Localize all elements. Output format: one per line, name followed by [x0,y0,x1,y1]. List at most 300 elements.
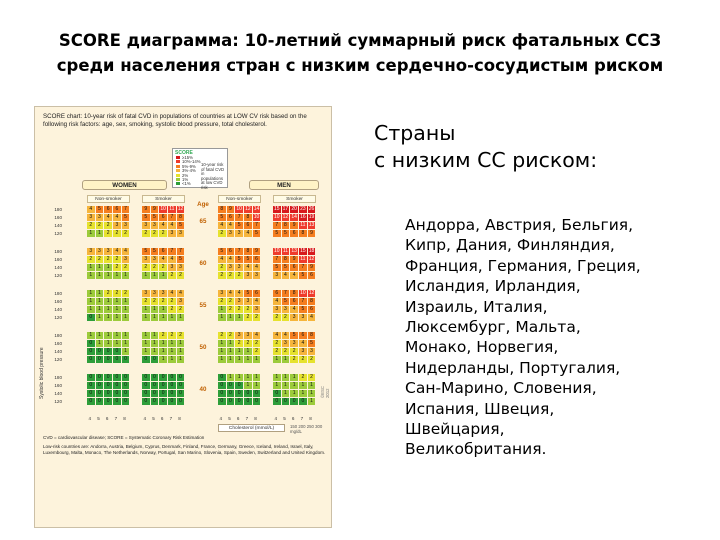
risk-cell: 8 [308,298,316,305]
risk-cell: 4 [168,290,176,297]
risk-cell: 1 [142,272,150,279]
risk-cell: 4 [104,214,112,221]
risk-cell: 1 [96,264,104,271]
risk-cell: 3 [308,348,316,355]
risk-cell: 7 [235,214,243,221]
risk-cell: 4 [168,256,176,263]
risk-cell: 2 [159,230,167,237]
risk-cell: 3 [142,290,150,297]
risk-cell: 4 [113,214,121,221]
risk-cell: 1 [168,340,176,347]
risk-cell: 3 [122,222,130,229]
risk-cell: 12 [308,290,315,296]
legend-label: ≥15% [182,155,193,160]
risk-cell: 3 [177,230,185,237]
country-list-line: Израиль, Италия, [405,297,548,316]
risk-cell: 0 [177,382,185,389]
risk-cell: 1 [218,340,226,347]
countries-heading [374,120,597,174]
risk-cell: 1 [290,390,298,397]
risk-cell: 0 [122,382,130,389]
risk-cell: 7 [122,206,130,213]
risk-cell: 2 [218,298,226,305]
sbp-tick-label: 120 [54,356,62,362]
risk-cell: 3 [227,264,235,271]
risk-cell: 5 [244,256,252,263]
risk-cell: 0 [168,382,176,389]
risk-cell: 0 [177,374,185,381]
risk-cell: 0 [104,348,112,355]
risk-cell: 0 [151,374,159,381]
risk-cell: 1 [290,374,298,381]
risk-cell: 1 [227,348,235,355]
risk-cell: 4 [253,264,261,271]
risk-cell: 0 [235,390,243,397]
cholesterol-tick-label: 8 [178,416,181,421]
risk-cell: 2 [177,332,185,339]
legend-title: SCORE [175,150,193,156]
risk-cell: 2 [113,264,121,271]
risk-cell: 2 [113,256,121,263]
risk-cell: 1 [282,382,290,389]
risk-cell: 9 [308,230,316,237]
age-band-label: 40 [199,386,207,393]
risk-cell: 5 [218,214,226,221]
risk-cell: 0 [159,390,167,397]
risk-cell: 2 [104,256,112,263]
risk-cell: 1 [235,374,243,381]
risk-cell: 0 [290,398,298,405]
risk-cell: 1 [87,298,95,305]
risk-cell: 6 [159,214,167,221]
slide-title-line2: среди населения стран с низким сердечно-сосудистым риском [56,56,664,75]
risk-cell: 4 [168,222,176,229]
legend-swatch [176,160,180,163]
risk-cell: 1 [244,348,252,355]
sbp-tick-label: 180 [54,248,62,254]
risk-cell: 1 [253,356,261,363]
risk-cell: 3 [168,230,176,237]
risk-cell: 4 [253,332,261,339]
risk-cell: 0 [151,390,159,397]
risk-cell: 2 [218,264,226,271]
risk-cell: 8 [308,332,316,339]
risk-cell: 0 [218,398,226,405]
risk-cell: 1 [151,306,159,313]
risk-cell: 1 [104,340,112,347]
risk-cell: 0 [151,382,159,389]
risk-cell: 0 [113,390,121,397]
cholesterol-tick-label: 7 [300,416,304,421]
risk-cell: 1 [122,332,130,339]
risk-cell: 1 [282,390,290,397]
risk-cell: 0 [96,374,104,381]
risk-cell: 0 [159,382,167,389]
risk-cell: 8 [244,248,252,255]
risk-cell: 2 [299,374,307,381]
cholesterol-tick-label: 6 [160,416,164,421]
risk-cell: 3 [244,272,252,279]
risk-cell: 1 [168,356,176,363]
risk-cell: 1 [113,314,121,321]
risk-cell: 3 [282,306,290,313]
cholesterol-tick-label: 4 [88,416,92,421]
risk-cell: 1 [122,348,130,355]
risk-cell: 3 [290,314,298,321]
risk-cell: 0 [87,374,95,381]
risk-cell: 2 [282,314,290,321]
cholesterol-tick-label: 8 [309,416,312,421]
risk-cell: 12 [177,206,184,212]
risk-cell: 0 [87,398,95,405]
risk-cell: 9 [290,222,298,229]
risk-cell: 3 [218,290,226,297]
risk-cell: 3 [87,214,95,221]
risk-cell: 6 [113,206,121,213]
risk-cell: 0 [142,382,150,389]
risk-cell: 14 [253,206,260,212]
risk-cell: 1 [142,332,150,339]
cholesterol-tick-label: 5 [97,416,100,421]
age-band-label: 60 [199,260,207,267]
risk-cell: 9 [308,264,316,271]
risk-cell: 0 [142,398,150,405]
risk-cell: 11 [300,256,306,263]
risk-cell: 0 [96,348,104,355]
risk-cell: 1 [244,374,252,381]
risk-cell: 13 [308,222,315,229]
risk-cell: 3 [96,214,104,221]
risk-cell: 1 [104,306,112,313]
risk-cell: 0 [104,374,112,381]
risk-cell: 19 [308,214,315,221]
risk-cell: 5 [282,230,290,237]
country-list-line: Франция, Германия, Греция, [405,256,641,275]
risk-cell: 2 [227,298,235,305]
risk-cell: 1 [87,272,95,279]
legend-swatch [176,174,180,177]
risk-cell: 2 [290,348,298,355]
risk-cell: 1 [122,298,130,305]
risk-cell: 0 [104,382,112,389]
legend-label: 2% [182,172,189,178]
risk-cell: 0 [104,398,112,405]
risk-cell: 6 [308,306,316,313]
risk-cell: 6 [290,264,298,271]
risk-cell: 0 [87,340,95,347]
risk-cell: 2 [253,340,261,347]
risk-cell: 2 [227,332,235,339]
risk-cell: 0 [142,390,150,397]
risk-cell: 0 [151,356,159,363]
risk-cell: 1 [177,340,185,347]
risk-cell: 0 [122,390,130,397]
risk-cell: 2 [168,298,176,305]
risk-cell: 2 [122,290,130,297]
women-smoker-label: Smoker [142,195,185,203]
risk-cell: 5 [142,248,150,255]
risk-cell: 2 [113,230,121,237]
risk-cell: 5 [290,332,298,339]
sbp-axis-label: Systolic blood pressure [39,347,45,399]
risk-cell: 1 [168,314,176,321]
risk-cell: 2 [273,348,281,355]
risk-cell: 3 [253,306,261,313]
risk-cell: 1 [159,272,167,279]
risk-cell: 3 [159,290,167,297]
cholesterol-tick-label: 6 [105,416,109,421]
risk-cell: 1 [151,332,159,339]
risk-cell: 2 [159,264,167,271]
country-list-line: Сан-Марино, Словения, [405,379,597,398]
legend-swatch [176,156,180,159]
risk-cell: 1 [142,340,150,347]
sbp-tick-label: 120 [54,398,62,404]
risk-cell: 5 [177,222,185,229]
risk-cell: 1 [151,272,159,279]
risk-cell: 8 [290,290,298,297]
slide-title-line1: SCORE диаграмма: 10-летний суммарный риск фатальных ССЗ [58,31,662,50]
cholesterol-tick-label: 6 [291,416,295,421]
risk-cell: 5 [218,248,226,255]
cholesterol-tick-label: 7 [114,416,118,421]
risk-cell: 1 [273,374,281,381]
risk-cell: 3 [227,230,235,237]
risk-cell: 2 [142,298,150,305]
risk-cell: 4 [227,290,235,297]
risk-cell: 1 [151,340,159,347]
men-smoker-label: Smoker [273,195,316,203]
risk-cell: 2 [142,230,150,237]
risk-cell: 1 [122,272,130,279]
risk-cell: 0 [235,382,243,389]
cholesterol-tick-label: 4 [143,416,147,421]
risk-cell: 2 [218,272,226,279]
risk-cell: 2 [218,230,226,237]
risk-cell: 6 [227,248,235,255]
risk-cell: 3 [235,264,243,271]
cholesterol-tick-label: 5 [283,416,286,421]
risk-cell: 3 [122,256,130,263]
risk-cell: 7 [168,248,176,255]
risk-cell: 3 [235,332,243,339]
risk-cell: 1 [299,390,307,397]
risk-cell: 3 [142,256,150,263]
legend-label: 3%-4% [182,168,196,174]
risk-cell: 1 [87,230,95,237]
risk-cell: 1 [308,382,316,389]
sbp-tick-label: 120 [54,230,62,236]
risk-cell: 1 [113,332,121,339]
risk-cell: 0 [218,382,226,389]
risk-cell: 3 [96,248,104,255]
risk-cell: 8 [177,214,185,221]
risk-cell: 1 [87,332,95,339]
men-non-smoker-label: Non-smoker [218,195,261,203]
risk-cell: 5 [253,230,261,237]
women-header: WOMEN [82,180,167,190]
risk-cell: 10 [273,248,280,254]
risk-cell: 0 [227,398,235,405]
risk-cell: 1 [142,306,150,313]
risk-cell: 3 [235,230,243,237]
risk-cell: 17 [282,206,289,212]
risk-cell: 1 [235,314,243,321]
risk-cell: 1 [113,272,121,279]
risk-cell: 7 [282,290,290,297]
risk-cell: 0 [87,356,95,363]
risk-cell: 8 [244,214,252,221]
risk-cell: 0 [273,398,281,405]
risk-cell: 0 [122,356,130,363]
risk-cell: 2 [87,256,95,263]
risk-cell: 15 [300,248,306,254]
risk-cell: 10 [253,214,260,221]
risk-cell: 3 [151,256,159,263]
risk-cell: 4 [122,248,130,255]
risk-cell: 4 [273,332,281,339]
risk-cell: 1 [177,348,185,355]
risk-cell: 0 [299,398,307,405]
risk-cell: 1 [159,340,167,347]
risk-cell: 2 [151,298,159,305]
legend-label: 1% [182,177,189,182]
risk-cell: 0 [96,398,104,405]
risk-cell: 0 [122,398,130,405]
risk-cell: 1 [96,298,104,305]
risk-cell: 3 [244,332,252,339]
risk-cell: 3 [168,264,176,271]
risk-cell: 6 [308,272,316,279]
risk-cell: 0 [96,356,104,363]
risk-cell: 2 [177,272,185,279]
risk-cell: 1 [159,348,167,355]
risk-cell: 7 [168,214,176,221]
risk-cell: 9 [290,256,298,263]
risk-cell: 5 [299,272,307,279]
risk-cell: 6 [227,214,235,221]
risk-cell: 1 [227,356,235,363]
risk-cell: 0 [87,382,95,389]
risk-cell: 7 [273,256,281,263]
cholesterol-tick-label: 4 [219,416,223,421]
risk-cell: 5 [235,256,243,263]
risk-cell: 4 [227,222,235,229]
risk-cell: 10 [300,290,306,296]
risk-cell: 1 [142,348,150,355]
cholesterol-axis-label: Cholesterol (mmol/L) [218,424,285,432]
risk-cell: 0 [113,382,121,389]
risk-cell: 8 [299,230,307,237]
risk-cell: 4 [253,298,261,305]
risk-cell: 0 [142,374,150,381]
men-header: MEN [249,180,319,190]
risk-cell: 4 [218,222,226,229]
age-band-label: 55 [199,302,207,309]
risk-cell: 3 [151,290,159,297]
risk-cell: 5 [299,306,307,313]
risk-cell: 1 [218,348,226,355]
risk-cell: 14 [291,214,297,221]
countries-heading-line1: Страны [374,121,456,145]
cholesterol-tick-label: 5 [152,416,155,421]
sbp-tick-label: 160 [54,340,62,346]
risk-cell: 2 [159,298,167,305]
risk-cell: 1 [87,306,95,313]
risk-cell: 10 [273,214,280,221]
risk-cell: 10 [236,206,242,212]
risk-cell: 23 [300,206,306,212]
risk-cell: 2 [299,356,307,363]
risk-cell: 26 [308,206,315,212]
risk-cell: 4 [282,272,290,279]
risk-cell: 3 [273,306,281,313]
risk-cell: 16 [300,214,306,221]
risk-cell: 4 [273,298,281,305]
risk-cell: 2 [87,222,95,229]
risk-cell: 6 [244,222,252,229]
risk-cell: 4 [235,290,243,297]
risk-cell: 0 [113,356,121,363]
risk-cell: 5 [273,230,281,237]
risk-cell: 9 [227,206,235,213]
country-list-line: Великобритания. [405,440,547,459]
cholesterol-tick-label: 8 [123,416,126,421]
risk-cell: 2 [177,306,185,313]
risk-cell: 0 [244,390,252,397]
risk-cell: 7 [299,264,307,271]
cholesterol-tick-label: 4 [274,416,278,421]
risk-cell: 6 [253,256,261,263]
sbp-tick-label: 180 [54,290,62,296]
risk-cell: 0 [177,398,185,405]
countries-heading-line2: с низким СС риском: [374,148,598,172]
risk-cell: 1 [218,306,226,313]
risk-cell: 10 [160,206,166,212]
risk-cell: 1 [113,298,121,305]
risk-cell: 1 [159,356,167,363]
risk-cell: 1 [282,374,290,381]
cholesterol-tick-label: 6 [236,416,240,421]
risk-cell: 0 [113,374,121,381]
risk-cell: 6 [104,206,112,213]
sbp-tick-label: 140 [54,264,62,270]
risk-cell: 1 [96,340,104,347]
cholesterol-tick-label: 7 [245,416,249,421]
risk-cell: 4 [218,256,226,263]
risk-cell: 0 [227,390,235,397]
sbp-tick-label: 120 [54,314,62,320]
risk-cell: 2 [159,332,167,339]
risk-cell: 0 [113,398,121,405]
risk-cell: 1 [104,272,112,279]
risk-cell: 1 [218,314,226,321]
chart-legend [172,148,228,188]
risk-cell: 1 [122,340,130,347]
risk-cell: 8 [282,222,290,229]
risk-cell: 1 [113,306,121,313]
risk-cell: 13 [291,248,297,254]
risk-cell: 2 [227,306,235,313]
risk-cell: 2 [235,272,243,279]
risk-cell: 2 [244,314,252,321]
country-list-line: Исландия, Ирландия, [405,277,581,296]
legend-label: <1% [182,181,191,187]
risk-cell: 2 [168,272,176,279]
risk-cell: 2 [122,230,130,237]
sbp-tick-label: 140 [54,390,62,396]
risk-cell: 1 [299,382,307,389]
